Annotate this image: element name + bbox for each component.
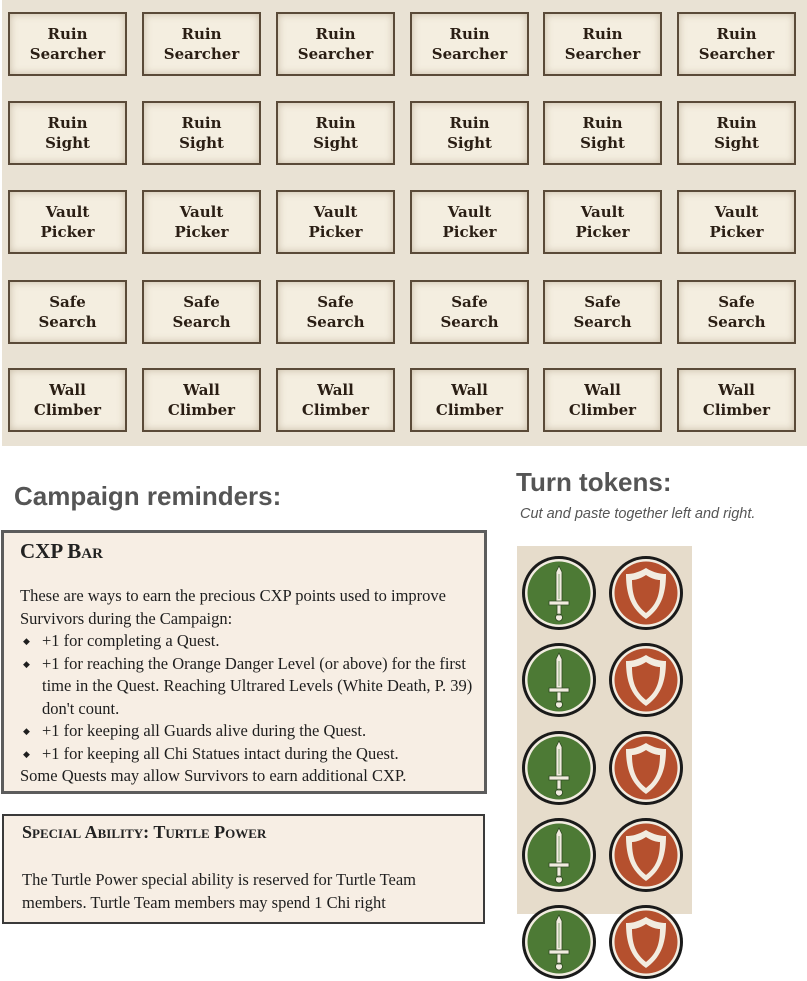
sword-icon	[520, 554, 598, 632]
ability-card-label: Ruin Searcher	[698, 25, 775, 63]
sword-icon	[520, 729, 598, 807]
ability-card-label: Ruin Searcher	[431, 25, 508, 63]
ability-card-label: Wall Climber	[568, 381, 637, 419]
ability-card	[410, 101, 529, 165]
shield-token	[607, 816, 685, 894]
sword-icon	[520, 641, 598, 719]
ability-card-sheet	[2, 0, 807, 446]
campaign-reminders-heading: Campaign reminders:	[14, 481, 282, 511]
ability-card	[677, 190, 796, 254]
ability-card	[410, 190, 529, 254]
ability-card	[142, 368, 261, 432]
shield-token	[607, 554, 685, 632]
shield-icon	[607, 554, 685, 632]
turn-token-strip	[517, 546, 692, 914]
ability-card-label: Ruin Sight	[714, 114, 759, 152]
ability-card	[677, 280, 796, 344]
shield-icon	[607, 816, 685, 894]
ability-card	[543, 190, 662, 254]
ability-card-label: Safe Search	[38, 293, 97, 331]
ability-card-label: Safe Search	[306, 293, 365, 331]
turtle-power-title: Special Ability: Turtle Power	[22, 822, 267, 842]
cxp-bar-footer: Some Quests may allow Survivors to earn additional CXP.	[20, 766, 407, 785]
ability-card	[142, 101, 261, 165]
ability-card-label: Safe Search	[707, 293, 766, 331]
ability-card-label: Ruin Searcher	[564, 25, 641, 63]
ability-card	[8, 368, 127, 432]
ability-card-label: Vault Picker	[709, 203, 764, 241]
shield-icon	[607, 903, 685, 981]
ability-card	[543, 101, 662, 165]
sword-token	[520, 903, 598, 981]
sword-icon	[520, 816, 598, 894]
ability-card	[142, 280, 261, 344]
ability-card-label: Ruin Searcher	[29, 25, 106, 63]
cxp-bar-intro: These are ways to earn the precious CXP points used to improve Survivors during the Campaign:	[20, 586, 446, 628]
ability-card-label: Safe Search	[573, 293, 632, 331]
shield-token	[607, 903, 685, 981]
ability-card-label: Ruin Sight	[45, 114, 90, 152]
ability-card	[677, 368, 796, 432]
shield-icon	[607, 729, 685, 807]
ability-card-label: Wall Climber	[33, 381, 102, 419]
turtle-power-text: The Turtle Power special ability is reserved for Turtle Team members. Turtle Team members may spend 1 Chi right	[22, 870, 417, 912]
ability-card	[276, 190, 395, 254]
ability-card	[410, 12, 529, 76]
ability-card	[8, 12, 127, 76]
ability-card	[410, 280, 529, 344]
ability-card	[410, 368, 529, 432]
ability-card-label: Vault Picker	[174, 203, 229, 241]
ability-card-label: Ruin Sight	[580, 114, 625, 152]
ability-card-label: Safe Search	[440, 293, 499, 331]
cxp-bar-title: CXP Bar	[20, 539, 103, 563]
ability-card-label: Vault Picker	[575, 203, 630, 241]
ability-card	[543, 368, 662, 432]
cxp-bar-list	[20, 630, 480, 765]
ability-card-label: Vault Picker	[40, 203, 95, 241]
ability-card-label: Wall Climber	[167, 381, 236, 419]
ability-card-label: Ruin Searcher	[163, 25, 240, 63]
ability-card-label: Vault Picker	[308, 203, 363, 241]
ability-card-label: Wall Climber	[301, 381, 370, 419]
sword-token	[520, 816, 598, 894]
turn-tokens-heading: Turn tokens:	[516, 467, 672, 497]
cxp-bar-list-item: ◆ +1 for keeping all Guards alive during the Quest.	[20, 720, 480, 743]
cxp-bar-rules-box	[1, 530, 487, 794]
ability-card-label: Ruin Sight	[447, 114, 492, 152]
ability-card	[142, 12, 261, 76]
ability-card	[543, 280, 662, 344]
ability-card	[276, 101, 395, 165]
ability-card-label: Ruin Searcher	[297, 25, 374, 63]
ability-card-label: Ruin Sight	[313, 114, 358, 152]
shield-token	[607, 641, 685, 719]
ability-card	[8, 190, 127, 254]
ability-card	[142, 190, 261, 254]
ability-card	[276, 368, 395, 432]
sword-icon	[520, 903, 598, 981]
ability-card	[677, 101, 796, 165]
ability-card	[276, 12, 395, 76]
sword-token	[520, 554, 598, 632]
sword-token	[520, 729, 598, 807]
ability-card-label: Wall Climber	[702, 381, 771, 419]
sword-token	[520, 641, 598, 719]
ability-card	[543, 12, 662, 76]
ability-card-label: Safe Search	[172, 293, 231, 331]
ability-card	[276, 280, 395, 344]
ability-card-label: Wall Climber	[435, 381, 504, 419]
cxp-bar-list-item: ◆ +1 for completing a Quest.	[20, 630, 480, 653]
cxp-bar-list-item: ◆ +1 for reaching the Orange Danger Level (or above) for the first time in the Quest. Reaching Ultrared Levels (White Death, P. 39) don't count.	[20, 653, 480, 721]
shield-icon	[607, 641, 685, 719]
shield-token	[607, 729, 685, 807]
ability-card-label: Ruin Sight	[179, 114, 224, 152]
turn-tokens-subtitle: Cut and paste together left and right.	[520, 506, 756, 522]
ability-card	[8, 101, 127, 165]
cxp-bar-list-item: ◆ +1 for keeping all Chi Statues intact during the Quest.	[20, 743, 480, 766]
ability-card-label: Vault Picker	[442, 203, 497, 241]
ability-card	[8, 280, 127, 344]
ability-card	[677, 12, 796, 76]
turtle-power-rules-box	[2, 814, 485, 924]
